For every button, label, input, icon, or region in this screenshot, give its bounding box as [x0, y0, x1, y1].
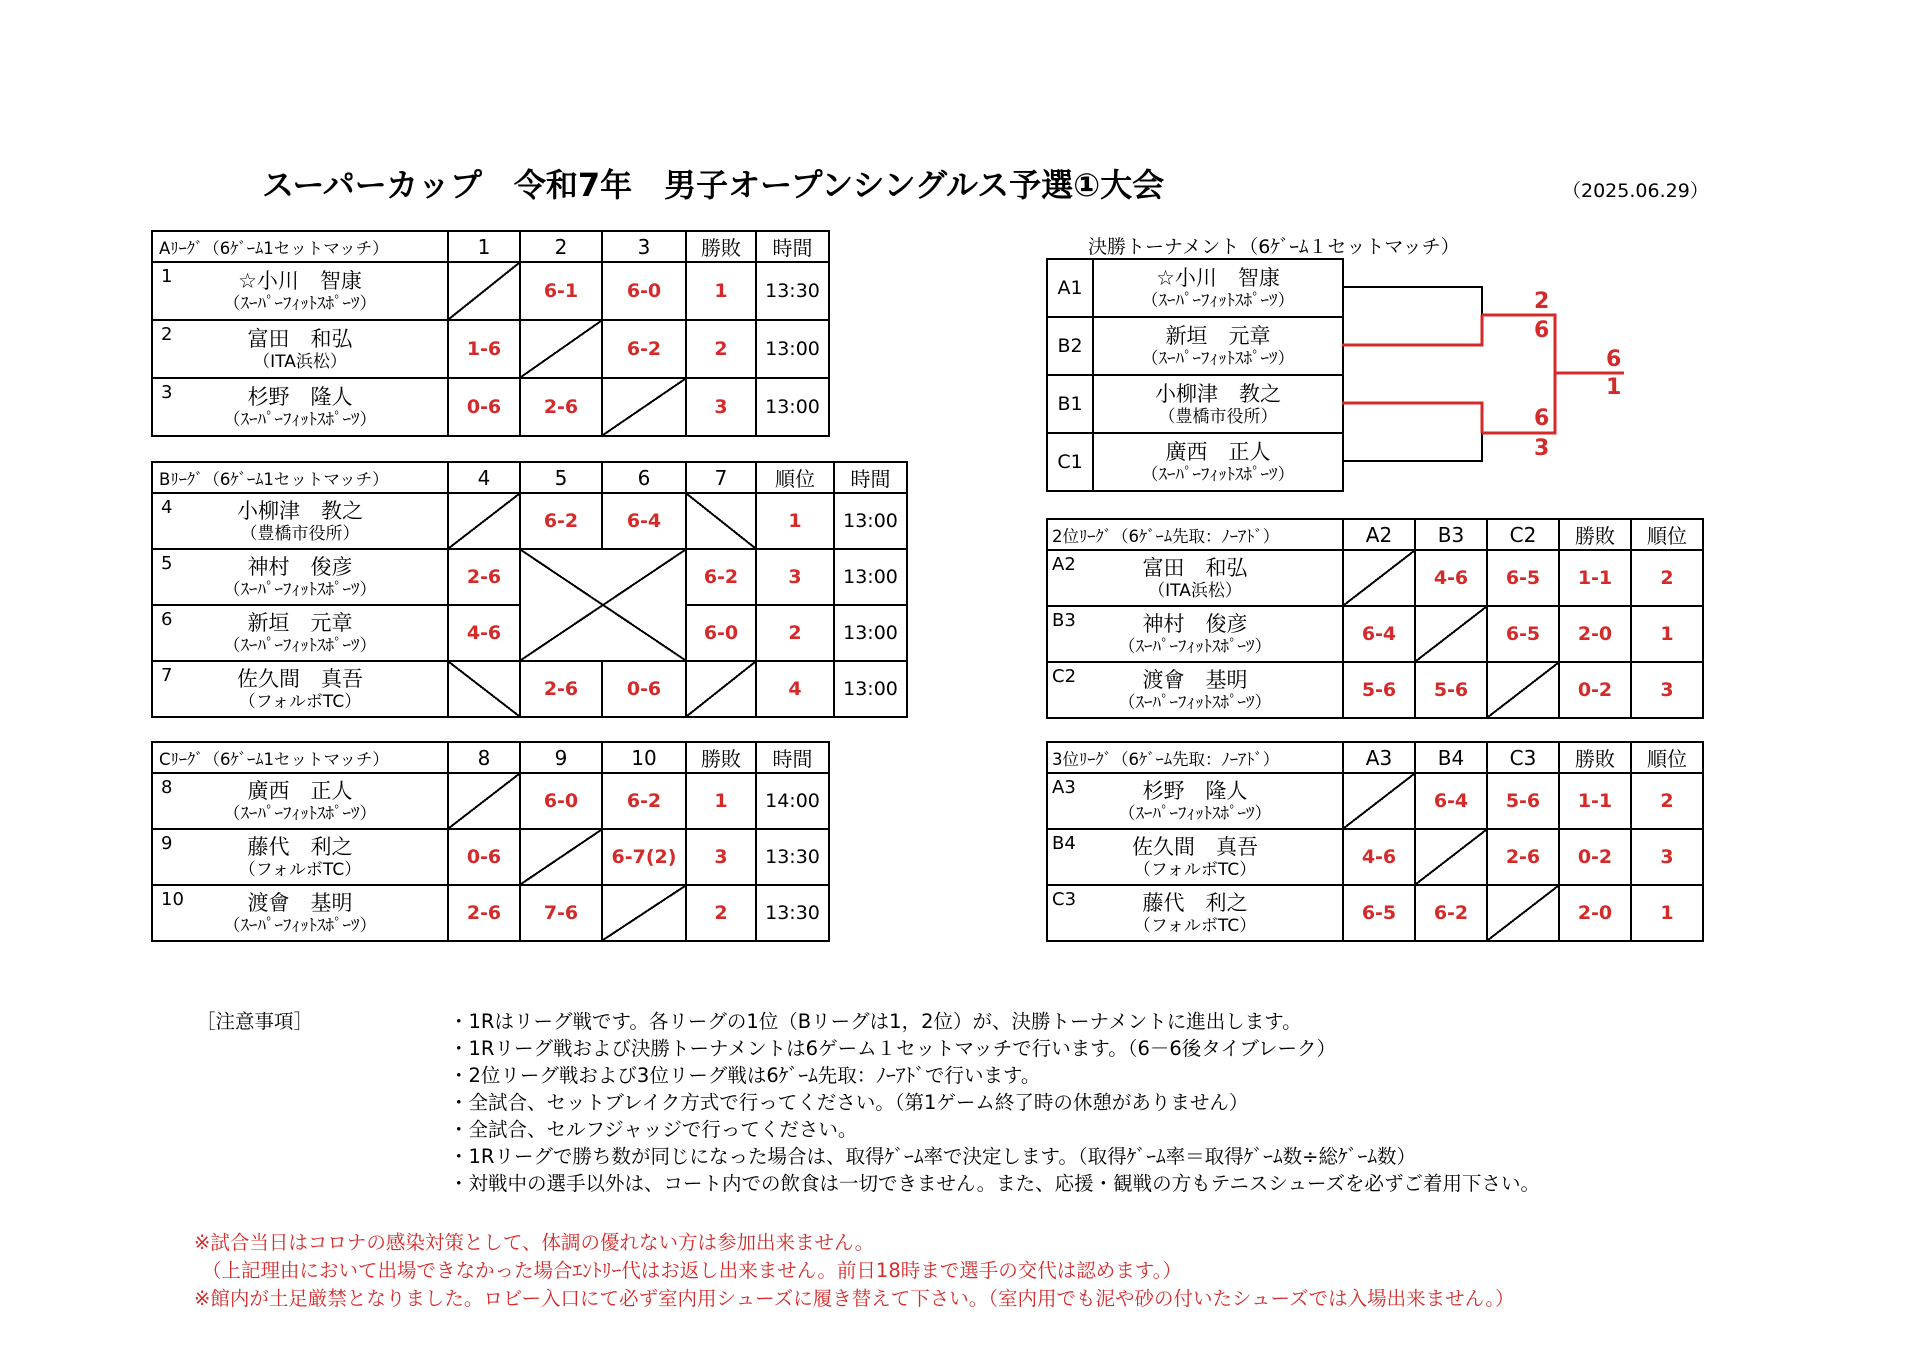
player-number: 5 [161, 553, 173, 574]
score-cell: 4-6 [1343, 829, 1415, 885]
player-name: 杉野 隆人 [1142, 779, 1248, 803]
table-row [1047, 829, 1703, 885]
player-cell [152, 605, 448, 661]
record-cell: 1-1 [1559, 773, 1631, 829]
player-club: （ｽｰﾊﾟｰﾌｨｯﾄｽﾎﾟｰﾂ） [1141, 349, 1295, 369]
player-cell [1047, 550, 1343, 606]
notes-heading: ［注意事項］ [196, 1010, 314, 1033]
player-club: （ｽｰﾊﾟｰﾌｨｯﾄｽﾎﾟｰﾂ） [223, 580, 377, 600]
time-cell: 14:00 [756, 773, 829, 829]
note-item: ・対戦中の選手以外は、コート内での飲食は一切できません。また、応援・観戦の方もテニスシューズを必ずご着用下さい。 [449, 1172, 1541, 1195]
note-item: ・1Rリーグ戦および決勝トーナメントは6ゲーム１セットマッチで行います。（6－6後タイブレーク） [449, 1037, 1337, 1060]
table-row [1047, 550, 1703, 606]
result-cell: 4 [756, 661, 834, 717]
player-cell [152, 829, 448, 885]
tournament-bracket [1342, 255, 1632, 505]
table-row [1047, 662, 1703, 718]
player-name: 神村 俊彦 [247, 555, 353, 579]
time-cell: 13:30 [756, 262, 829, 320]
player-cell [152, 661, 448, 717]
score-cell: 6-2 [1415, 885, 1487, 941]
league-b-table [151, 461, 908, 718]
player-cell [1047, 606, 1343, 662]
self-cell [1343, 773, 1415, 829]
player-cell [152, 378, 448, 436]
score-cell: 6-2 [602, 320, 686, 378]
score-cell: 7-6 [520, 885, 602, 941]
score-cell: 6-0 [602, 262, 686, 320]
score-cell: 4-6 [1415, 550, 1487, 606]
player-number: 9 [161, 833, 173, 854]
self-cell [1487, 885, 1559, 941]
col-header: 2 [520, 231, 602, 262]
player-number: 7 [161, 665, 173, 686]
time-cell: 13:30 [756, 829, 829, 885]
table-row [152, 661, 907, 717]
player-name: 新垣 元章 [1165, 324, 1271, 348]
player-cell [152, 773, 448, 829]
player-name: 杉野 隆人 [247, 385, 353, 409]
score-cell: 6-5 [1487, 606, 1559, 662]
col-header: C2 [1487, 519, 1559, 550]
score-cell: 6-2 [602, 773, 686, 829]
score-cell: 6-5 [1487, 550, 1559, 606]
note-item: ・1Rリーグで勝ち数が同じになった場合は、取得ｹﾞｰﾑ率で決定します。（取得ｹﾞｰﾑ率＝取得ｹﾞｰﾑ数÷総ｹﾞｰﾑ数） [449, 1145, 1416, 1168]
self-cell [1415, 829, 1487, 885]
table-row [152, 773, 829, 829]
col-header: 勝敗 [1559, 742, 1631, 773]
col-header: 1 [448, 231, 520, 262]
sf1-score-bottom: 6 [1534, 318, 1550, 343]
col-header: 勝敗 [1559, 519, 1631, 550]
note-item: ・2位リーグ戦および3位リーグ戦は6ｹﾞｰﾑ先取：ﾉｰｱﾄﾞで行います。 [449, 1064, 1041, 1087]
record-cell: 1-1 [1559, 550, 1631, 606]
result-cell: 1 [756, 493, 834, 549]
score-cell: 2-6 [520, 378, 602, 436]
col-header: 時間 [756, 742, 829, 773]
time-cell: 13:00 [834, 605, 907, 661]
table-row [152, 320, 829, 378]
player-club: （ｽｰﾊﾟｰﾌｨｯﾄｽﾎﾟｰﾂ） [1118, 804, 1272, 824]
time-cell: 13:30 [756, 885, 829, 941]
col-header: 順位 [1631, 519, 1703, 550]
score-cell: 6-2 [520, 493, 602, 549]
record-cell: 0-2 [1559, 829, 1631, 885]
result-cell: 1 [686, 773, 756, 829]
note-item: ・全試合、セルフジャッジで行ってください。 [449, 1118, 858, 1141]
rank-cell: 2 [1631, 773, 1703, 829]
score-cell: 0-6 [448, 829, 520, 885]
result-cell: 2 [686, 320, 756, 378]
table-row [152, 378, 829, 436]
player-club: （ｽｰﾊﾟｰﾌｨｯﾄｽﾎﾟｰﾂ） [223, 636, 377, 656]
table-row [1047, 773, 1703, 829]
col-header: 勝敗 [686, 742, 756, 773]
self-cell [520, 320, 602, 378]
player-number: 6 [161, 609, 173, 630]
page-title: スーパーカップ 令和7年 男子オープンシングルス予選①大会 [262, 166, 1165, 204]
score-cell: 2-6 [520, 661, 602, 717]
score-cell: 0-6 [448, 378, 520, 436]
player-seed: B3 [1052, 610, 1076, 631]
league-title: 3位ﾘｰｸﾞ（6ｹﾞｰﾑ先取：ﾉｰｱﾄﾞ） [1047, 742, 1343, 773]
self-cell [602, 885, 686, 941]
player-number: 2 [161, 324, 173, 345]
table-row [1047, 375, 1343, 433]
player-number: 4 [161, 497, 173, 518]
player-seed: C2 [1052, 666, 1077, 687]
seed-cell: B1 [1047, 375, 1093, 433]
self-cell [1487, 662, 1559, 718]
col-header: 3 [602, 231, 686, 262]
score-cell: 2-6 [448, 549, 520, 605]
player-number: 10 [161, 889, 184, 910]
player-club: （豊橋市役所） [240, 524, 360, 544]
col-header: 7 [686, 462, 756, 493]
league-title: Aﾘｰｸﾞ（6ｹﾞｰﾑ1セットマッチ） [152, 231, 448, 262]
rank-cell: 1 [1631, 606, 1703, 662]
player-club: （ｽｰﾊﾟｰﾌｨｯﾄｽﾎﾟｰﾂ） [1141, 291, 1295, 311]
player-name: 佐久間 真吾 [237, 667, 363, 691]
player-cell [1093, 259, 1343, 317]
warnings [194, 1229, 1515, 1313]
col-header: 4 [448, 462, 520, 493]
score-cell: 1-6 [448, 320, 520, 378]
player-cell [1093, 375, 1343, 433]
player-name: 渡會 基明 [1142, 668, 1248, 692]
score-cell: 5-6 [1487, 773, 1559, 829]
player-name: 渡會 基明 [247, 891, 353, 915]
no-match-cell [520, 549, 686, 661]
rank-cell: 2 [1631, 550, 1703, 606]
bracket-line-a1 [1342, 287, 1482, 315]
score-cell: 6-7(2) [602, 829, 686, 885]
score-cell: 6-4 [1415, 773, 1487, 829]
player-name: 神村 俊彦 [1142, 612, 1248, 636]
player-name: 廣西 正人 [1165, 440, 1271, 464]
no-match-cell [686, 493, 756, 549]
player-cell [152, 493, 448, 549]
self-cell [520, 829, 602, 885]
player-club: （ｽｰﾊﾟｰﾌｨｯﾄｽﾎﾟｰﾂ） [223, 410, 377, 430]
col-header: 6 [602, 462, 686, 493]
player-name: 藤代 利之 [247, 835, 353, 859]
player-name: 藤代 利之 [1142, 891, 1248, 915]
col-header: A2 [1343, 519, 1415, 550]
score-cell: 0-6 [602, 661, 686, 717]
score-cell: 6-5 [1343, 885, 1415, 941]
result-cell: 3 [756, 549, 834, 605]
player-cell [1093, 433, 1343, 491]
bracket-line-c1 [1342, 433, 1482, 461]
score-cell: 6-0 [686, 605, 756, 661]
table-row [152, 262, 829, 320]
result-cell: 1 [686, 262, 756, 320]
col-header: 5 [520, 462, 602, 493]
player-cell [152, 320, 448, 378]
league-title: Cﾘｰｸﾞ（6ｹﾞｰﾑ1セットマッチ） [152, 742, 448, 773]
table-row [1047, 433, 1343, 491]
event-date: （2025.06.29） [1562, 180, 1709, 202]
player-cell [152, 549, 448, 605]
player-club: （フォルボTC） [1133, 916, 1257, 936]
self-cell [448, 773, 520, 829]
final-score-bottom: 1 [1606, 375, 1622, 400]
seed-cell: A1 [1047, 259, 1093, 317]
self-cell [448, 493, 520, 549]
third-league-table [1046, 741, 1704, 942]
score-cell: 5-6 [1343, 662, 1415, 718]
table-row [1047, 885, 1703, 941]
table-row [152, 493, 907, 549]
col-header: B3 [1415, 519, 1487, 550]
bracket-line-b1 [1342, 403, 1482, 433]
player-name: 小柳津 教之 [237, 499, 363, 523]
player-name: 富田 和弘 [247, 327, 353, 351]
rank-cell: 1 [1631, 885, 1703, 941]
result-cell: 2 [686, 885, 756, 941]
tournament-title: 決勝トーナメント（6ｹﾞｰﾑ１セットマッチ） [1088, 236, 1460, 258]
col-header: 8 [448, 742, 520, 773]
player-seed: A3 [1052, 777, 1076, 798]
result-cell: 3 [686, 829, 756, 885]
table-row [1047, 317, 1343, 375]
record-cell: 0-2 [1559, 662, 1631, 718]
col-header: 9 [520, 742, 602, 773]
time-cell: 13:00 [756, 378, 829, 436]
second-league-table [1046, 518, 1704, 719]
player-club: （ｽｰﾊﾟｰﾌｨｯﾄｽﾎﾟｰﾂ） [1118, 693, 1272, 713]
player-name: 新垣 元章 [247, 611, 353, 635]
notes-list [449, 1008, 1540, 1197]
player-name: ☆小川 智康 [1156, 266, 1280, 290]
bracket-line-b2 [1342, 315, 1482, 345]
league-title: 2位ﾘｰｸﾞ（6ｹﾞｰﾑ先取：ﾉｰｱﾄﾞ） [1047, 519, 1343, 550]
self-cell [1415, 606, 1487, 662]
table-row [152, 829, 829, 885]
player-club: （フォルボTC） [238, 860, 362, 880]
final-score-top: 6 [1606, 347, 1622, 372]
record-cell: 2-0 [1559, 885, 1631, 941]
player-club: （ｽｰﾊﾟｰﾌｨｯﾄｽﾎﾟｰﾂ） [1141, 465, 1295, 485]
note-item: ・全試合、セットブレイク方式で行ってください。（第1ゲーム終了時の休憩がありません） [449, 1091, 1249, 1114]
player-cell [152, 262, 448, 320]
player-number: 3 [161, 382, 173, 403]
time-cell: 13:00 [756, 320, 829, 378]
col-header: 順位 [1631, 742, 1703, 773]
player-seed: C3 [1052, 889, 1077, 910]
player-seed: B4 [1052, 833, 1076, 854]
player-cell [1047, 829, 1343, 885]
self-cell [602, 378, 686, 436]
col-header: B4 [1415, 742, 1487, 773]
score-cell: 6-4 [602, 493, 686, 549]
seed-cell: B2 [1047, 317, 1093, 375]
player-cell [1047, 885, 1343, 941]
col-header: A3 [1343, 742, 1415, 773]
player-club: （ｽｰﾊﾟｰﾌｨｯﾄｽﾎﾟｰﾂ） [223, 916, 377, 936]
tournament-entries [1046, 258, 1344, 492]
time-cell: 13:00 [834, 661, 907, 717]
table-row [1047, 606, 1703, 662]
player-club: （ｽｰﾊﾟｰﾌｨｯﾄｽﾎﾟｰﾂ） [223, 804, 377, 824]
warning-item: （上記理由において出場できなかった場合ｴﾝﾄﾘｰ代はお返し出来ません。前日18時まで選手の交代は認めます。） [202, 1259, 1182, 1282]
score-cell: 6-4 [1343, 606, 1415, 662]
result-cell: 3 [686, 378, 756, 436]
player-cell [1047, 662, 1343, 718]
score-cell: 6-2 [686, 549, 756, 605]
self-cell [686, 661, 756, 717]
col-header: 時間 [756, 231, 829, 262]
time-cell: 13:00 [834, 493, 907, 549]
score-cell: 5-6 [1415, 662, 1487, 718]
player-number: 8 [161, 777, 173, 798]
col-header: 勝敗 [686, 231, 756, 262]
player-club: （ITA浜松） [1148, 581, 1242, 601]
player-name: ☆小川 智康 [238, 269, 362, 293]
sf2-score-bottom: 3 [1534, 436, 1550, 461]
player-seed: A2 [1052, 554, 1076, 575]
no-match-cell [448, 661, 520, 717]
sf2-score-top: 6 [1534, 406, 1550, 431]
score-cell: 2-6 [1487, 829, 1559, 885]
player-name: 廣西 正人 [247, 779, 353, 803]
record-cell: 2-0 [1559, 606, 1631, 662]
player-cell [1093, 317, 1343, 375]
score-cell: 6-1 [520, 262, 602, 320]
league-a-table [151, 230, 830, 437]
result-cell: 2 [756, 605, 834, 661]
col-header: C3 [1487, 742, 1559, 773]
seed-cell: C1 [1047, 433, 1093, 491]
player-cell [152, 885, 448, 941]
player-club: （フォルボTC） [238, 692, 362, 712]
table-row [152, 549, 907, 605]
player-club: （豊橋市役所） [1158, 407, 1278, 427]
table-row [1047, 259, 1343, 317]
player-number: 1 [161, 266, 173, 287]
player-name: 小柳津 教之 [1155, 382, 1281, 406]
player-name: 富田 和弘 [1142, 556, 1248, 580]
player-cell [1047, 773, 1343, 829]
self-cell [1343, 550, 1415, 606]
note-item: ・1Rはリーグ戦です。各リーグの1位（Bリーグは1，2位）が、決勝トーナメントに進出します。 [449, 1010, 1302, 1033]
self-cell [448, 262, 520, 320]
col-header: 10 [602, 742, 686, 773]
sf1-score-top: 2 [1534, 289, 1550, 314]
player-name: 佐久間 真吾 [1132, 835, 1258, 859]
player-club: （フォルボTC） [1133, 860, 1257, 880]
player-club: （ｽｰﾊﾟｰﾌｨｯﾄｽﾎﾟｰﾂ） [223, 294, 377, 314]
league-title: Bﾘｰｸﾞ（6ｹﾞｰﾑ1セットマッチ） [152, 462, 448, 493]
score-cell: 4-6 [448, 605, 520, 661]
warning-item: ※館内が土足厳禁となりました。ロビー入口にて必ず室内用シューズに履き替えて下さい。（室内用でも泥や砂の付いたシューズでは入場出来ません。） [194, 1287, 1515, 1310]
player-club: （ITA浜松） [253, 352, 347, 372]
table-row [152, 885, 829, 941]
time-cell: 13:00 [834, 549, 907, 605]
col-header: 順位 [756, 462, 834, 493]
league-c-table [151, 741, 830, 942]
rank-cell: 3 [1631, 829, 1703, 885]
col-header: 時間 [834, 462, 907, 493]
rank-cell: 3 [1631, 662, 1703, 718]
score-cell: 2-6 [448, 885, 520, 941]
warning-item: ※試合当日はコロナの感染対策として、体調の優れない方は参加出来ません。 [194, 1231, 875, 1254]
score-cell: 6-0 [520, 773, 602, 829]
player-club: （ｽｰﾊﾟｰﾌｨｯﾄｽﾎﾟｰﾂ） [1118, 637, 1272, 657]
